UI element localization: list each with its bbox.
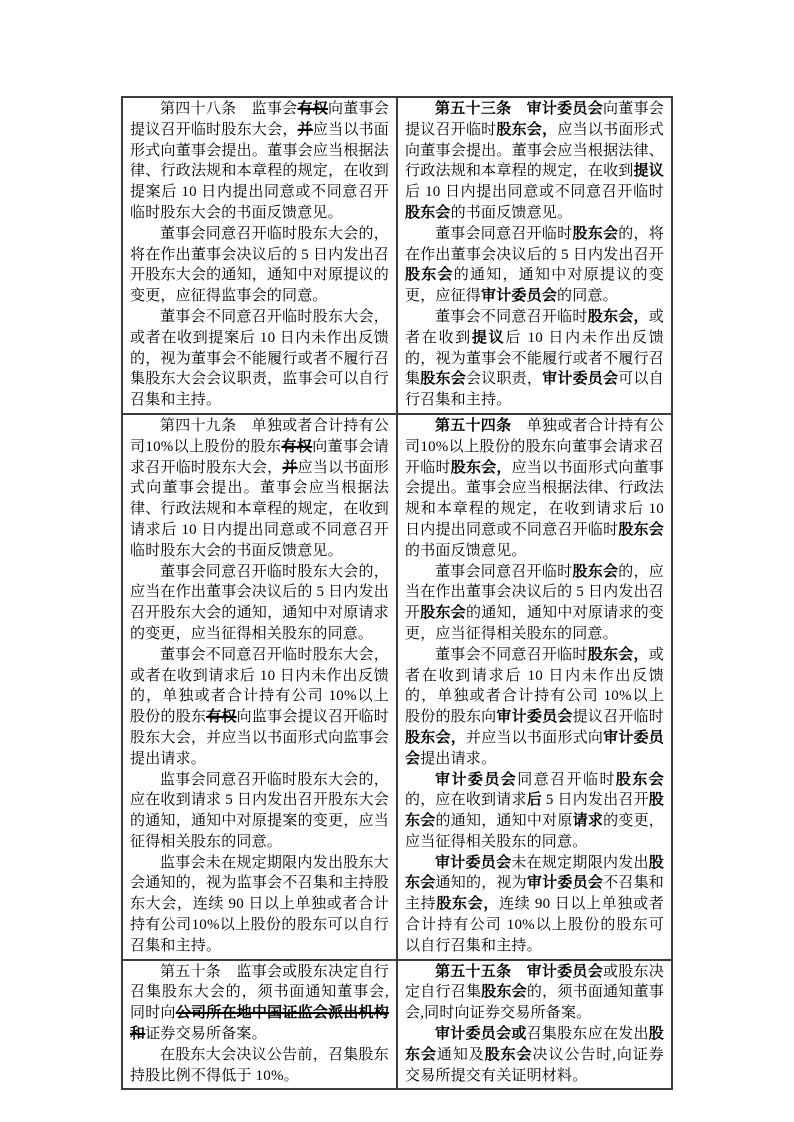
text-run: 5 日内发出召开 <box>541 792 649 809</box>
new-clause-cell-article-53 <box>397 97 672 414</box>
clause-paragraph <box>130 962 389 1045</box>
text-run: 或者在收到 <box>405 308 664 346</box>
clause-comparison-table <box>121 96 673 1090</box>
text-run: 召集股东应在发出 <box>526 1026 649 1043</box>
text-run: 的，须书面通知董事会,同时向证券交易所备案。 <box>405 984 664 1022</box>
text-run: 向监事会提议召开临时股东大会，并应当以书面形式向监事会提出请求。 <box>130 709 389 767</box>
emphasized-text-run: 股东会 <box>405 792 664 830</box>
new-clause-cell-article-54 <box>397 414 672 960</box>
emphasized-text-run: 审计委员会或 <box>435 1026 527 1043</box>
text-run: 董事会同意召开临时股东大会的，将在作出董事会决议后的 5 日内发出召开股东大会的通知，通知中对原提议的变更，应征得监事会的同意。 <box>130 225 389 305</box>
emphasized-text-run: 后 <box>526 792 542 809</box>
old-clause-cell-article-48 <box>122 97 397 414</box>
deleted-text-run: 公司所在地中国证监会派出机构和 <box>130 1005 389 1043</box>
text-run: 第四十八条 监事会 <box>160 101 298 117</box>
text-run: 董事会不同意召开临时 <box>435 308 588 325</box>
clause-paragraph <box>130 562 389 645</box>
text-run: 董事会同意召开临时 <box>435 563 573 580</box>
old-clause-cell-article-50 <box>122 960 397 1090</box>
emphasized-text-run: 股东会 <box>615 771 664 788</box>
clause-paragraph <box>130 416 389 562</box>
clause-paragraph <box>405 307 664 411</box>
clause-paragraph <box>130 307 389 411</box>
deleted-text-run: 并 <box>297 121 313 138</box>
emphasized-text-run: 第五十三条 审计委员会 <box>435 101 603 117</box>
text-run: 应当以书面形式向董事会提出。董事会应当根据法律、行政法规和本章程的规定，在收到请求后 10 日内提出同意或不同意召开临时 <box>405 459 664 538</box>
text-run: 的，应当在作出董事会决议后的 5 日内发出召开 <box>405 563 664 622</box>
text-run: 应当以书面形式向董事会提出。董事会应当根据法律、行政法规和本章程的规定，在收到提案后 10 日内提出同意或不同意召开临时股东大会的书面反馈意见。 <box>130 121 390 221</box>
text-run: 的变更，应当征得相关股东的同意。 <box>405 813 664 850</box>
clause-paragraph <box>405 645 664 770</box>
text-run: 决议公告时,向证券交易所提交有关证明材料。 <box>405 1046 665 1084</box>
text-run: 可以自行召集和主持。 <box>405 371 664 409</box>
text-run: 的书面反馈意见。 <box>405 542 527 559</box>
emphasized-text-run: 审计委员会 <box>496 709 573 726</box>
emphasized-text-run: 股东会， <box>496 121 558 138</box>
emphasized-text-run: 审计委员会 <box>435 854 512 871</box>
clause-paragraph <box>405 1024 664 1086</box>
text-run: 董事会同意召开临时股东大会的，应当在作出董事会决议后的 5 日内发出召开股东大会的通知，通知中对原请求的变更，应当征得相关股东的同意。 <box>130 563 389 642</box>
text-run: 未在规定期限内发出 <box>511 854 649 871</box>
text-run: 同意召开临时 <box>517 771 616 788</box>
deleted-text-run: 有权 <box>297 101 328 117</box>
text-run: 的，将在作出董事会决议后的 5 日内发出召开 <box>405 225 664 263</box>
text-run: 连续 90 日以上单独或者合计持有公司 10%以上股份的股东可以自行召集和主持。 <box>405 896 664 954</box>
emphasized-text-run: 请求 <box>572 813 604 830</box>
emphasized-text-run: 股东会， <box>405 729 466 746</box>
deleted-text-run: 并 <box>282 459 298 476</box>
text-run: 应当以书面形式向董事会提出。董事会应当根据法律、行政法规和本章程的规定，在收到请求后 10 日内提出同意或不同意召开临时股东大会的书面反馈意见。 <box>130 459 390 559</box>
emphasized-text-run: 股东会， <box>587 308 649 325</box>
clause-paragraph <box>130 853 389 957</box>
emphasized-text-run: 股东会 <box>420 605 466 622</box>
deleted-text-run: 有权 <box>206 709 237 726</box>
text-run: 单独或者合计持有公司10%以上股份的股东向董事会请求召开临时 <box>405 417 664 476</box>
clause-paragraph <box>130 99 389 224</box>
clause-paragraph <box>130 224 389 307</box>
text-run: 或股东决定自行召集 <box>405 963 664 1001</box>
emphasized-text-run: 审计委员会 <box>405 729 664 767</box>
emphasized-text-run: 股东会 <box>405 204 451 221</box>
text-run: 向董事会提议召开临时股东大会， <box>130 101 389 138</box>
emphasized-text-run: 股东会 <box>481 984 527 1001</box>
emphasized-text-run: 股东会， <box>436 896 500 913</box>
emphasized-text-run: 提议 <box>633 163 664 180</box>
text-run: 董事会不同意召开临时 <box>435 646 588 663</box>
text-run: 向董事会提议召开临时 <box>405 101 664 138</box>
text-run: 不召集和主持 <box>405 875 664 913</box>
text-run: 或者在收到请求后 10 日内未作出反馈的，单独或者合计持有公司 10%以上股份的股东向 <box>405 646 664 726</box>
emphasized-text-run: 股东会 <box>405 1026 664 1063</box>
text-run: 并应当以书面形式向 <box>465 729 604 746</box>
emphasized-text-run: 第五十四条 <box>435 417 512 434</box>
emphasized-text-run: 股东会 <box>572 563 619 580</box>
emphasized-text-run: 股东会 <box>484 1046 533 1063</box>
text-run: 在股东大会决议公告前，召集股东持股比例不得低于 10%。 <box>130 1046 389 1084</box>
text-run: 董事会不同意召开临时股东大会，或者在收到请求后 10 日内未作出反馈的，单独或者合计持有公司 10%以上股份的股东 <box>130 646 389 726</box>
text-run: 的同意。 <box>557 288 618 305</box>
text-run: 提出请求。 <box>420 750 497 767</box>
emphasized-text-run: 股东会 <box>405 854 664 892</box>
text-run: 通知的，视为 <box>435 875 527 892</box>
text-run: 会议职责， <box>465 371 543 388</box>
text-run: 董事会同意召开临时 <box>435 225 573 242</box>
comparison-row-articles-49-54 <box>122 414 672 960</box>
emphasized-text-run: 审计委员会 <box>481 288 558 305</box>
emphasized-text-run: 股东会， <box>587 646 649 663</box>
text-run: 董事会不同意召开临时股东大会，或者在收到提案后 10 日内未作出反馈的，视为董事会不能履行或者不履行召集股东大会会议职责，监事会可以自行召集和主持。 <box>130 308 389 409</box>
clause-paragraph <box>130 1045 389 1087</box>
text-run: 通知及 <box>436 1046 485 1063</box>
clause-paragraph <box>405 770 664 853</box>
emphasized-text-run: 股东会 <box>420 371 466 388</box>
text-run: 监事会同意召开临时股东大会的，应在收到请求 5 日内发出召开股东大会的通知，通知中对原提案的变更，应当征得相关股东的同意。 <box>130 771 389 850</box>
text-run: 的通知，通知中对原提议的变更，应征得 <box>405 267 664 305</box>
deleted-text-run: 有权 <box>281 438 313 455</box>
text-run: 的通知，通知中对原请求的变更，应当征得相关股东的同意。 <box>405 605 665 642</box>
clause-paragraph <box>405 853 664 957</box>
clause-paragraph <box>405 99 664 224</box>
emphasized-text-run: 股东会， <box>450 459 512 476</box>
emphasized-text-run: 审计委员会 <box>526 875 604 892</box>
clause-paragraph <box>405 562 664 645</box>
text-run: 第五十条 监事会或股东决定自行召集股东大会的，须书面通知董事会,同时向 <box>130 963 389 1022</box>
emphasized-text-run: 审计委员会 <box>542 371 619 388</box>
clause-paragraph <box>130 770 389 853</box>
text-run: 后 10 日内提出同意或不同意召开临时 <box>405 184 664 201</box>
clause-paragraph <box>405 962 664 1024</box>
emphasized-text-run: 股东会 <box>618 521 664 538</box>
clause-paragraph <box>130 645 389 770</box>
old-clause-cell-article-49 <box>122 414 397 960</box>
text-run: 后 10 日内未作出反馈的，视为董事会不能履行或者不履行召集 <box>405 329 664 388</box>
emphasized-text-run: 股东会 <box>405 267 454 284</box>
text-run: 的通知，通知中对原 <box>435 813 573 830</box>
text-run: 的，应在收到请求 <box>405 792 527 809</box>
emphasized-text-run: 第五十五条 审计委员会 <box>435 963 603 980</box>
comparison-row-articles-48-53 <box>122 97 672 414</box>
text-run: 证券交易所备案。 <box>145 1026 267 1043</box>
text-run: 的书面反馈意见。 <box>450 204 573 221</box>
new-clause-cell-article-55 <box>397 960 672 1090</box>
comparison-row-articles-50-55 <box>122 960 672 1090</box>
text-run: 应当以书面形式向董事会提出。董事会应当根据法律、行政法规和本章程的规定，在收到 <box>405 121 664 180</box>
emphasized-text-run: 股东会 <box>572 225 619 242</box>
text-run: 第四十九条 单独或者合计持有公司10%以上股份的股东 <box>130 417 389 455</box>
emphasized-text-run: 提议 <box>471 329 506 346</box>
text-run: 提议召开临时 <box>572 709 664 726</box>
clause-paragraph <box>405 224 664 307</box>
text-run: 监事会未在规定期限内发出股东大会通知的，视为监事会不召集和主持股东大会，连续 90 日以上单独或者合计持有公司10%以上股份的股东可以自行召集和主持。 <box>130 854 389 954</box>
text-run: 向董事会请求召开临时股东大会， <box>130 438 389 476</box>
clause-paragraph <box>405 416 664 562</box>
emphasized-text-run: 审计委员会 <box>435 771 518 788</box>
